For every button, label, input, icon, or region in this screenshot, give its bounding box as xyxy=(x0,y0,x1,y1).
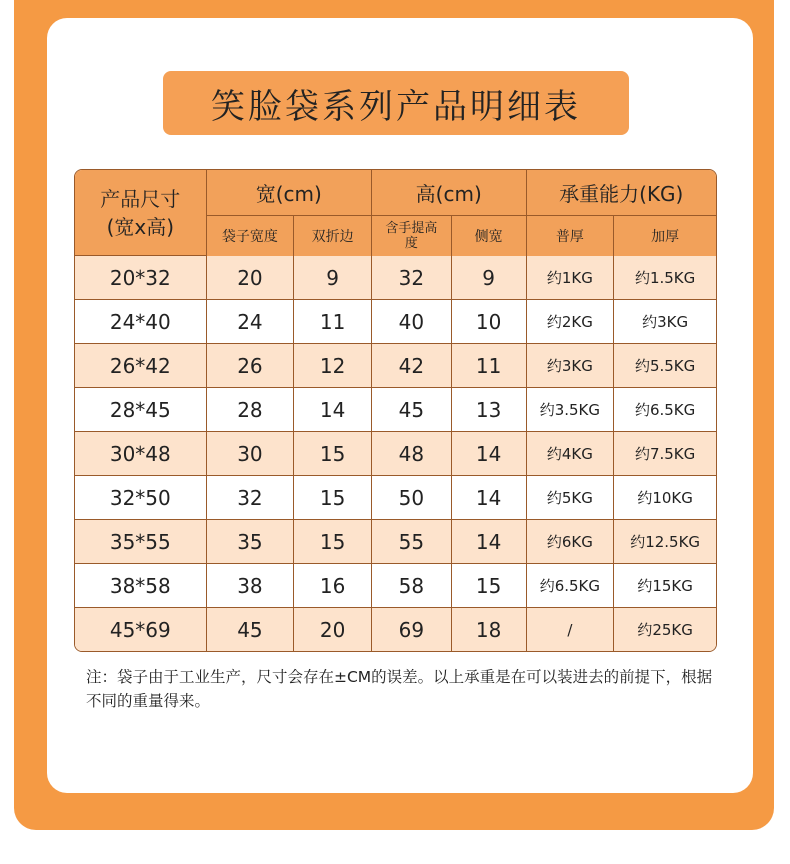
header-height-group: 高(cm) xyxy=(372,170,527,216)
cell-side-width: 9 xyxy=(452,256,527,300)
cell-height: 42 xyxy=(372,344,452,388)
cell-side-width: 11 xyxy=(452,344,527,388)
cell-height: 45 xyxy=(372,388,452,432)
cell-thick-load: 约6.5KG xyxy=(614,388,716,432)
cell-normal-load: 约3.5KG xyxy=(527,388,615,432)
cell-bag-width: 35 xyxy=(207,520,295,564)
cell-thick-load: 约15KG xyxy=(614,564,716,608)
cell-thick-load: 约7.5KG xyxy=(614,432,716,476)
cell-side-width: 13 xyxy=(452,388,527,432)
cell-thick-load: 约12.5KG xyxy=(614,520,716,564)
table-row xyxy=(75,432,716,476)
table-row xyxy=(75,256,716,300)
cell-side-width: 10 xyxy=(452,300,527,344)
cell-bag-width: 26 xyxy=(207,344,295,388)
header-size-line2: (宽x高) xyxy=(106,214,175,239)
cell-bag-width: 24 xyxy=(207,300,295,344)
header-bag-width: 袋子宽度 xyxy=(207,216,295,256)
cell-bag-width: 38 xyxy=(207,564,295,608)
cell-thick-load: 约3KG xyxy=(614,300,716,344)
cell-size: 30*48 xyxy=(75,432,207,476)
table-row xyxy=(75,344,716,388)
cell-normal-load: 约4KG xyxy=(527,432,615,476)
cell-bag-width: 20 xyxy=(207,256,295,300)
cell-height: 50 xyxy=(372,476,452,520)
header-handle-height-label: 含手提高度 xyxy=(385,221,438,251)
cell-side-width: 14 xyxy=(452,432,527,476)
cell-bag-width: 45 xyxy=(207,608,295,651)
cell-side-width: 14 xyxy=(452,520,527,564)
cell-normal-load: 约3KG xyxy=(527,344,615,388)
cell-fold: 15 xyxy=(294,520,372,564)
header-side-width: 侧宽 xyxy=(452,216,527,256)
cell-size: 38*58 xyxy=(75,564,207,608)
cell-fold: 16 xyxy=(294,564,372,608)
cell-height: 69 xyxy=(372,608,452,651)
cell-size: 35*55 xyxy=(75,520,207,564)
cell-side-width: 14 xyxy=(452,476,527,520)
cell-fold: 14 xyxy=(294,388,372,432)
table-row xyxy=(75,388,716,432)
cell-size: 20*32 xyxy=(75,256,207,300)
cell-normal-load: 约1KG xyxy=(527,256,615,300)
cell-height: 48 xyxy=(372,432,452,476)
spec-table xyxy=(74,169,717,652)
cell-normal-load: / xyxy=(527,608,615,651)
cell-thick-load: 约10KG xyxy=(614,476,716,520)
cell-bag-width: 30 xyxy=(207,432,295,476)
cell-size: 32*50 xyxy=(75,476,207,520)
cell-side-width: 15 xyxy=(452,564,527,608)
cell-size: 28*45 xyxy=(75,388,207,432)
cell-side-width: 18 xyxy=(452,608,527,651)
cell-size: 26*42 xyxy=(75,344,207,388)
cell-size: 45*69 xyxy=(75,608,207,651)
cell-normal-load: 约2KG xyxy=(527,300,615,344)
header-load-group: 承重能力(KG) xyxy=(527,170,717,216)
title-banner xyxy=(163,71,629,135)
cell-normal-load: 约6.5KG xyxy=(527,564,615,608)
table-row xyxy=(75,300,716,344)
table-row xyxy=(75,476,716,520)
header-handle-height xyxy=(372,216,452,256)
header-normal: 普厚 xyxy=(527,216,615,256)
cell-size: 24*40 xyxy=(75,300,207,344)
cell-fold: 11 xyxy=(294,300,372,344)
cell-fold: 15 xyxy=(294,476,372,520)
cell-thick-load: 约1.5KG xyxy=(614,256,716,300)
table-row xyxy=(75,564,716,608)
page-title: 笑脸袋系列产品明细表 xyxy=(211,86,581,127)
table-row xyxy=(75,520,716,564)
cell-fold: 9 xyxy=(294,256,372,300)
cell-fold: 20 xyxy=(294,608,372,651)
cell-height: 32 xyxy=(372,256,452,300)
cell-normal-load: 约5KG xyxy=(527,476,615,520)
cell-height: 55 xyxy=(372,520,452,564)
cell-fold: 12 xyxy=(294,344,372,388)
cell-thick-load: 约25KG xyxy=(614,608,716,651)
header-thick: 加厚 xyxy=(614,216,716,256)
cell-normal-load: 约6KG xyxy=(527,520,615,564)
header-size xyxy=(75,170,207,256)
cell-bag-width: 32 xyxy=(207,476,295,520)
cell-bag-width: 28 xyxy=(207,388,295,432)
cell-thick-load: 约5.5KG xyxy=(614,344,716,388)
header-fold: 双折边 xyxy=(294,216,372,256)
table-body xyxy=(75,256,716,651)
cell-height: 58 xyxy=(372,564,452,608)
footnote: 注：袋子由于工业生产，尺寸会存在±CM的误差。以上承重是在可以装进去的前提下，根据不同的重量得来。 xyxy=(86,668,713,710)
table-row xyxy=(75,608,716,651)
header-width-group: 宽(cm) xyxy=(207,170,372,216)
header-size-line1: 产品尺寸 xyxy=(100,186,181,211)
cell-height: 40 xyxy=(372,300,452,344)
cell-fold: 15 xyxy=(294,432,372,476)
